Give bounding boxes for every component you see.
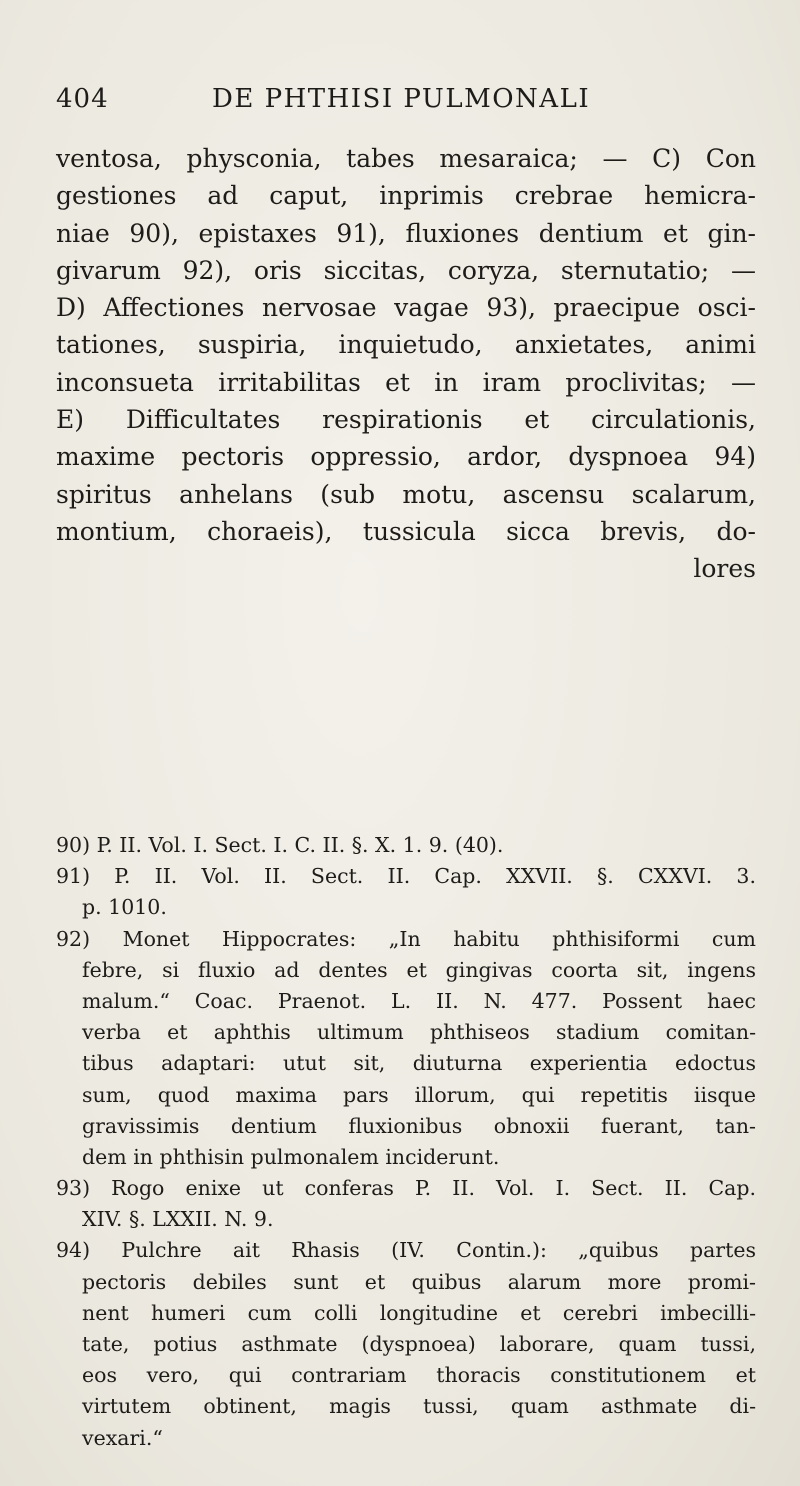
footnote-92: 92) Monet Hippocrates: „In habitu phthisiformi cum (56, 926, 756, 951)
body-line: ventosa, physconia, tabes mesaraica; — C) Con (56, 144, 756, 173)
footnote-line: virtutem obtinent, magis tussi, quam asthmate di- (82, 1394, 756, 1419)
footnote-93: 93) Rogo enixe ut conferas P. II. Vol. I. Sect. II. Cap. (56, 1176, 756, 1201)
page-header (56, 84, 756, 124)
footnote-94: 94) Pulchre ait Rhasis (IV. Contin.): „quibus partes (56, 1238, 756, 1263)
catchword: lores (693, 554, 756, 584)
footnote-line: gravissimis dentium fluxionibus obnoxii fuerant, tan- (82, 1113, 756, 1138)
footnote-line: febre, si fluxio ad dentes et gingivas coorta sit, ingens (82, 957, 756, 982)
body-line: niae 90), epistaxes 91), fluxiones dentium et gin- (56, 218, 756, 248)
footnote-line: dem in phthisin pulmonalem inciderunt. (82, 1144, 500, 1169)
body-line: inconsueta irritabilitas et in iram proclivitas; — (56, 367, 756, 397)
footnote-line: XIV. §. LXXII. N. 9. (82, 1207, 274, 1232)
footnotes (56, 830, 756, 1454)
body-line: givarum 92), oris siccitas, coryza, sternutatio; — (56, 255, 756, 285)
footnote-line: malum.“ Coac. Praenot. L. II. N. 477. Possent haec (82, 988, 756, 1013)
main-text (56, 140, 756, 588)
footnote-91: 91) P. II. Vol. II. Sect. II. Cap. XXVII. §. CXXVI. 3. (56, 864, 756, 889)
footnote-line: p. 1010. (82, 895, 167, 920)
footnote-90: 90) P. II. Vol. I. Sect. I. C. II. §. X. 1. 9. (40). (56, 833, 504, 857)
body-line: E) Difficultates respirationis et circulationis, (56, 405, 756, 435)
body-line: tationes, suspiria, inquietudo, anxietates, animi (56, 330, 756, 360)
footnote-line: verba et aphthis ultimum phthiseos stadium comitan- (82, 1020, 756, 1045)
footnote-line: sum, quod maxima pars illorum, qui repetitis iisque (82, 1082, 756, 1107)
body-line: D) Affectiones nervosae vagae 93), praecipue osci- (56, 293, 756, 323)
running-head: DE PHTHISI PULMONALI (212, 84, 591, 114)
footnote-line: nent humeri cum colli longitudine et cerebri imbecilli- (82, 1300, 756, 1325)
footnote-line: vexari.“ (82, 1425, 163, 1450)
body-line: gestiones ad caput, inprimis crebrae hemicra- (56, 181, 756, 211)
body-line: montium, choraeis), tussicula sicca brevis, do- (56, 516, 756, 546)
footnote-line: tate, potius asthmate (dyspnoea) laborare, quam tussi, (82, 1332, 756, 1356)
body-line: maxime pectoris oppressio, ardor, dyspnoea 94) (56, 442, 756, 472)
footnote-line: tibus adaptari: utut sit, diuturna experientia edoctus (82, 1051, 756, 1076)
body-line: spiritus anhelans (sub motu, ascensu scalarum, (56, 479, 756, 509)
page-number: 404 (56, 84, 109, 114)
footnote-line: pectoris debiles sunt et quibus alarum more promi- (82, 1269, 756, 1294)
footnote-line: eos vero, qui contrariam thoracis constitutionem et (82, 1363, 756, 1388)
